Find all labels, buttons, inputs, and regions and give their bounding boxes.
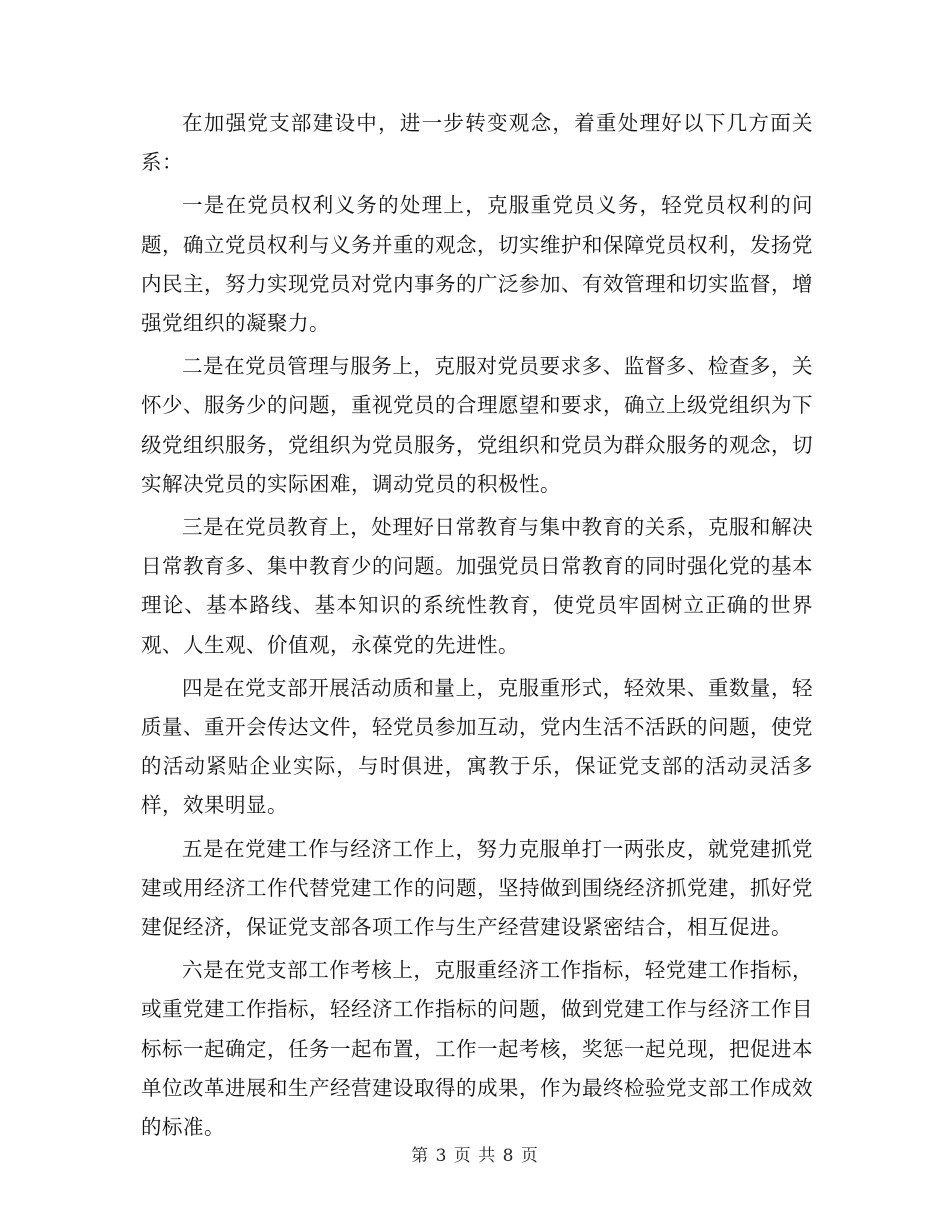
- paragraph-four: 四是在党支部开展活动质和量上，克服重形式，轻效果、重数量，轻质量、重开会传达文件，轻党员参加互动，党内生活不活跃的问题，使党的活动紧贴企业实际，与时俱进，寓教于乐，保证党支部的活动灵活多样，效果明显。: [141, 675, 813, 818]
- paragraph-one: 一是在党员权利义务的处理上，克服重党员义务，轻党员权利的问题，确立党员权利与义务并重的观念，切实维护和保障党员权利，发扬党内民主，努力实现党员对党内事务的广泛参加、有效管理和切实监督，增强党组织的凝聚力。: [141, 193, 813, 336]
- paragraph-intro: 在加强党支部建设中，进一步转变观念，着重处理好以下几方面关系：: [141, 111, 813, 175]
- paragraph-six: 六是在党支部工作考核上，克服重经济工作指标，轻党建工作指标，或重党建工作指标，轻经济工作指标的问题，做到党建工作与经济工作目标标一起确定，任务一起布置，工作一起考核，奖惩一起兑现，把促进本单位改革进展和生产经营建设取得的成果，作为最终检验党支部工作成效的标准。: [141, 958, 813, 1140]
- paragraph-three: 三是在党员教育上，处理好日常教育与集中教育的关系，克服和解决日常教育多、集中教育少的问题。加强党员日常教育的同时强化党的基本理论、基本路线、基本知识的系统性教育，使党员牢固树立正确的世界观、人生观、价值观，永葆党的先进性。: [141, 515, 813, 657]
- paragraph-two: 二是在党员管理与服务上，克服对党员要求多、监督多、检查多，关怀少、服务少的问题，重视党员的合理愿望和要求，确立上级党组织为下级党组织服务，党组织为党员服务，党组织和党员为群众服务的观念，切实解决党员的实际困难，调动党员的积极性。: [141, 354, 813, 496]
- document-body: [141, 104, 813, 1151]
- page-number-footer: 第 3 页 共 8 页: [411, 1146, 539, 1166]
- paragraph-five: 五是在党建工作与经济工作上，努力克服单打一两张皮，就党建抓党建或用经济工作代替党建工作的问题，坚持做到围绕经济抓党建，抓好党建促经济，保证党支部各项工作与生产经营建设紧密结合，相互促进。: [141, 836, 813, 940]
